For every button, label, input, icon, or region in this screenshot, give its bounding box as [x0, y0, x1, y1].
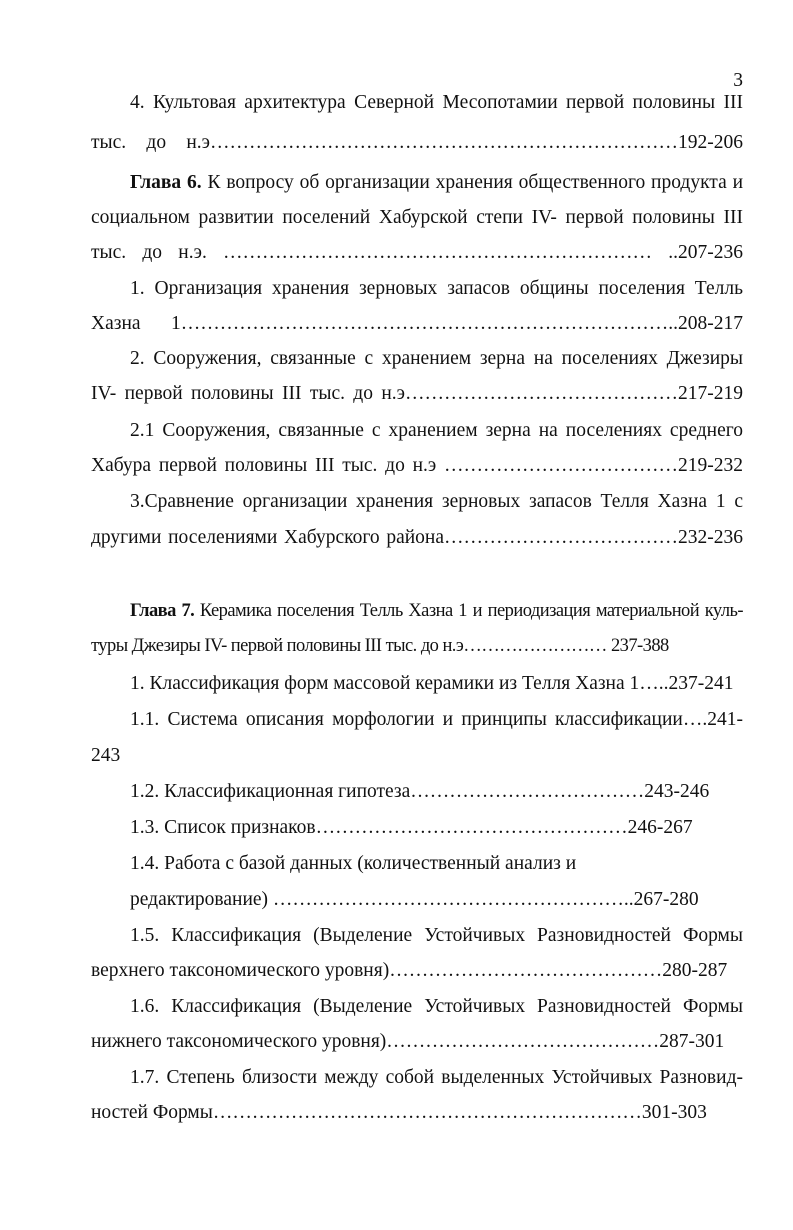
toc-line: Керамика поселения Телль Хазна 1 и периодизация материальной куль-	[199, 601, 743, 621]
toc-line: 1.2. Классификационная гипотеза………………………………243-246	[130, 781, 710, 802]
toc-line: 1.6. Классификация (Выделение Устойчивых Разновидностей Формы	[130, 996, 743, 1017]
page-number: 3	[733, 70, 743, 91]
toc-line: 1.7. Степень близости между собой выделенных Устойчивых Разновид-	[130, 1067, 743, 1088]
toc-line: 1. Классификация форм массовой керамики из Телля Хазна 1…..237-241	[130, 673, 734, 694]
toc-line: 1.4. Работа с базой данных (количественный анализ и	[130, 853, 577, 874]
toc-line: другими поселениями Хабурского района………………………………232-236	[91, 527, 743, 548]
toc-line: тыс. до н.э………………………………………………………………192-206	[91, 132, 743, 153]
chapter-6-label: Глава 6.	[130, 172, 202, 193]
toc-line: IV- первой половины III тыс. до н.э……………………………………217-219	[91, 383, 743, 404]
chapter-7-heading	[130, 599, 743, 625]
toc-line: 1.3. Список признаков…………………………………………246-267	[130, 817, 693, 838]
toc-line: верхнего таксономического уровня)……………………………………280-287	[91, 960, 728, 981]
toc-line: 2.1 Сооружения, связанные с хранением зерна на поселениях среднего	[130, 420, 743, 441]
toc-line: ностей Формы…………………………………………………………301-303	[91, 1102, 707, 1123]
toc-line: 1.5. Классификация (Выделение Устойчивых Разновидностей Формы	[130, 925, 743, 946]
toc-line: социальном развитии поселений Хабурской степи IV- первой половины III	[91, 207, 743, 228]
toc-line: туры Джезиры IV- первой половины III тыс. до н.э…………………… 237-388	[91, 636, 669, 656]
toc-line: 1. Организация хранения зерновых запасов общины поселения Телль	[130, 278, 743, 299]
chapter-7-label: Глава 7.	[130, 601, 195, 621]
toc-line: К вопросу об организации хранения общественного продукта и	[207, 172, 743, 193]
toc-line: 3.Сравнение организации хранения зерновых запасов Телля Хазна 1 с	[130, 491, 743, 512]
toc-line: Хазна 1…………………………………………………………………..208-217	[91, 313, 743, 334]
toc-line: тыс. до н.э. ………………………………………………………… ..207-236	[91, 242, 743, 263]
chapter-6-heading	[130, 171, 743, 197]
toc-line: 243	[91, 745, 121, 766]
toc-line: 4. Культовая архитектура Северной Месопотамии первой половины III	[130, 92, 743, 113]
toc-line: редактирование) ………………………………………………..267-280	[130, 889, 699, 910]
toc-line: Хабура первой половины III тыс. до н.э ………………………………219-232	[91, 455, 743, 476]
toc-line: нижнего таксономического уровня)……………………………………287-301	[91, 1031, 725, 1052]
toc-line: 2. Сооружения, связанные с хранением зерна на поселениях Джезиры	[130, 348, 743, 369]
toc-line: 1.1. Система описания морфологии и принципы классификации….241-	[130, 709, 743, 730]
